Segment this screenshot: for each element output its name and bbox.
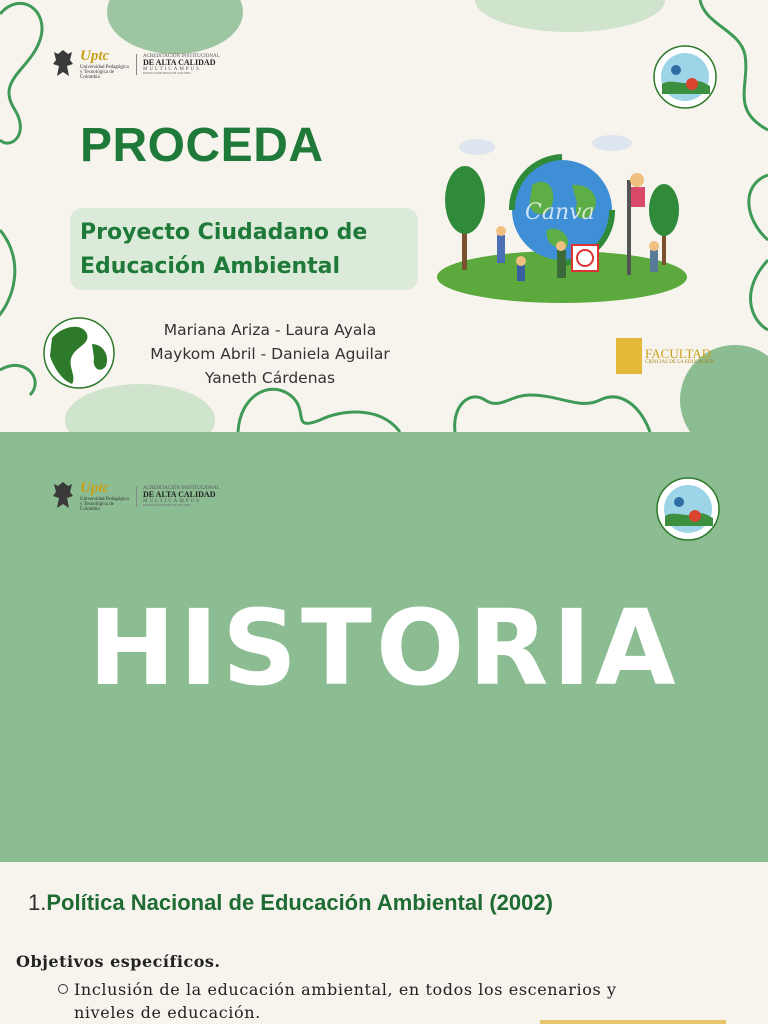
accreditation-line3: MULTICAMPUS [143,66,201,72]
page-title: PROCEDA [80,119,324,172]
accreditation-line1: ACREDITACIÓN INSTITUCIONAL [143,53,220,59]
policy-number: 1. [28,890,47,915]
uptc-logo [52,480,220,512]
accreditation-block [136,486,220,507]
bullet-text: Inclusión de la educación ambiental, en todos los escenarios y niveles de educación. [74,980,617,1022]
author-line: Mariana Ariza - Laura Ayala [163,321,377,339]
faculty-name: FACULTAD [645,346,712,361]
faculty-mark-icon [616,338,642,374]
coat-of-arms-icon [52,480,74,512]
uptc-logo [52,48,220,80]
accreditation-line4: RESOLUCIÓN 003910 DE 2020 MEN [143,70,191,75]
section-heading: HISTORIA [88,587,680,709]
faculty-logo [616,338,714,374]
accreditation-block [136,54,220,75]
accreditation-line4: RESOLUCIÓN 003910 DE 2020 MEN [143,502,191,507]
faculty-sub: CIENCIAS DE LA EDUCACIÓN [645,360,715,365]
canva-watermark: Canva [525,200,595,225]
uptc-name: Uptc [80,47,110,64]
author-line: Yaneth Cárdenas [204,369,336,387]
objectives-heading: Objetivos específicos. [16,952,221,971]
decorative-bar [540,1020,726,1024]
list-item [58,978,634,1024]
policy-title [28,890,553,916]
accreditation-line2: DE ALTA CALIDAD [143,57,216,67]
coat-of-arms-icon [52,48,74,80]
environment-badge-icon [655,476,721,542]
accreditation-line1: ACREDITACIÓN INSTITUCIONAL [143,485,220,491]
uptc-university: Universidad Pedagógica y Tecnológica de Colombia [80,496,129,512]
environment-badge-icon [652,44,718,110]
page-subtitle: Proyecto Ciudadano de Educación Ambiental [80,220,368,279]
uptc-university: Universidad Pedagógica y Tecnológica de Colombia [80,64,129,80]
accreditation-line3: MULTICAMPUS [143,498,201,504]
history-slide [0,432,768,862]
uptc-name: Uptc [80,479,110,496]
title-slide [0,0,768,432]
accreditation-line2: DE ALTA CALIDAD [143,489,216,499]
authors-list [130,318,410,390]
author-line: Maykom Abril - Daniela Aguilar [150,345,390,363]
policy-name: Política Nacional de Educación Ambiental (2002) [46,890,553,915]
bullet-circle-icon [58,984,68,994]
globe-icon [42,316,116,390]
